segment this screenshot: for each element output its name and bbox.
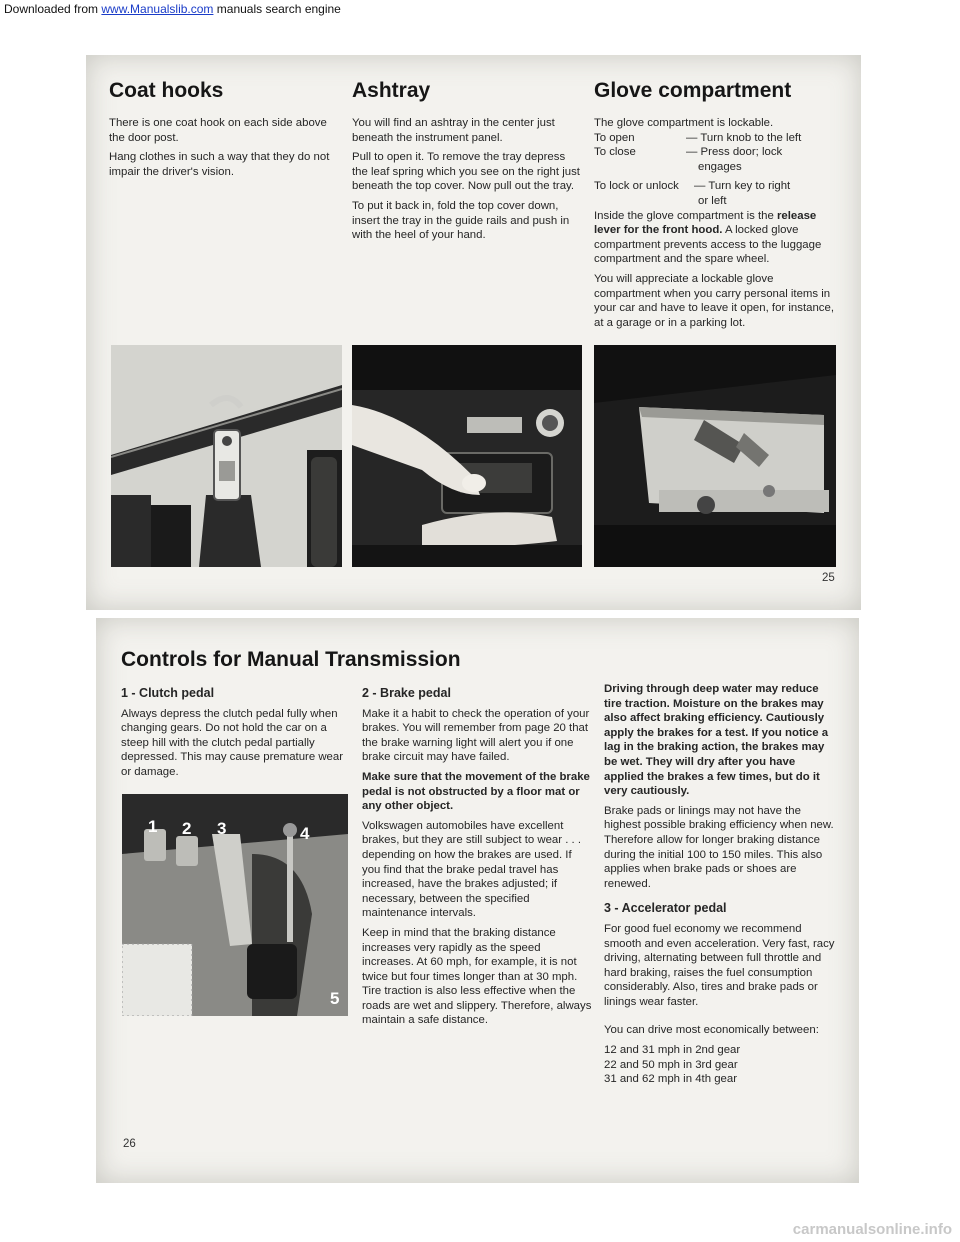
brake-heading: 2 - Brake pedal xyxy=(362,686,451,700)
brake-section xyxy=(362,686,592,1033)
brake-p4: Keep in mind that the braking distance increases very rapidly as the speed increases. At 60 mph, for example, it is not twice but four times longer than at 30 mph. Tire traction is also less effective when the roads are wet and slippery. Therefore, always maintain a safe distance. xyxy=(362,926,592,1027)
glove-compartment-text xyxy=(594,116,834,335)
ashtray-p1: You will find an ashtray in the center just beneath the instrument panel. xyxy=(352,117,555,144)
brake-p3: Volkswagen automobiles have excellent brakes, but they are still subject to wear . . . depending on how the brakes are used. If you find that the brake pedal travel has increased, have the brakes adjusted; if necessary, between the specified maintenance intervals. xyxy=(362,819,582,920)
controls-heading: Controls for Manual Transmission xyxy=(121,648,461,671)
manualslib-link[interactable]: www.Manualslib.com xyxy=(101,2,214,16)
accel-p1: For good fuel economy we recommend smooth and even acceleration. Very fast, racy driving, alternating between full throttle and hard braking, raises the fuel consumption considerably. Also, tires and brake pads or linings wear faster. xyxy=(604,922,835,1008)
ashtray-text xyxy=(352,116,584,248)
glove-lock-value-2: or left xyxy=(698,194,727,207)
ashtray-p3: To put it back in, fold the top cover down, insert the tray in the guide rails and push in with the heel of your hand. xyxy=(352,199,570,242)
glove-open-row xyxy=(594,131,834,146)
glove-p2-bold: release lever for the front hood. xyxy=(594,209,817,237)
brake-p2: Make sure that the movement of the brake pedal is not obstructed by a floor mat or any other object. xyxy=(362,770,590,813)
photo-label-5: 5 xyxy=(330,989,340,1008)
water-section xyxy=(604,682,836,1087)
economy-line-3: 31 and 62 mph in 4th gear xyxy=(604,1073,737,1086)
page-number-25: 25 xyxy=(822,572,835,584)
water-p2: Brake pads or linings may not have the highest possible braking efficiency when new. Therefore allow for longer braking distance during the initial 100 to 150 miles. This also applies when brake pads or shoes are renewed. xyxy=(604,804,834,890)
ashtray-p2: Pull to open it. To remove the tray depress the leaf spring which you see on the right just beneath the top cover. Now pull out the tray. xyxy=(352,151,580,193)
water-p1: Driving through deep water may reduce tire traction. Moisture on the brakes may also affect braking efficiency. Cautiously apply the brakes for a test. If you notice a lag in the braking action, the brakes may be wet. They will dry after you have applied the brakes a few times, but do it very cautiously. xyxy=(604,683,829,798)
glove-open-label: To open xyxy=(594,131,635,144)
glove-intro: The glove compartment is lockable. xyxy=(594,117,774,129)
accel-heading: 3 - Accelerator pedal xyxy=(604,901,727,916)
glove-close-row xyxy=(594,145,834,160)
economy-intro: You can drive most economically between: xyxy=(604,1024,819,1037)
coat-hooks-heading: Coat hooks xyxy=(109,79,224,102)
brake-p1: Make it a habit to check the operation of your brakes. You will remember from page 20 that the brake warning light will alert you if one brake circuit may have failed. xyxy=(362,707,590,764)
glove-lock-row xyxy=(594,179,834,194)
glove-lock-label: To lock or unlock xyxy=(594,180,679,193)
watermark-prefix: Downloaded from xyxy=(4,2,102,16)
glove-p2-a: Inside the glove compartment is the xyxy=(594,209,777,222)
coat-hooks-p2: Hang clothes in such a way that they do not impair the driver's vision. xyxy=(109,151,330,178)
glove-open-value: — Turn knob to the left xyxy=(686,131,802,144)
glove-p2-b: A locked glove compartment prevents access to the luggage compartment and the spare wheel. xyxy=(594,224,822,266)
carmanualsonline-watermark: carmanualsonline.info xyxy=(792,1221,952,1238)
clutch-p1: Always depress the clutch pedal fully when changing gears. Do not hold the car on a steep hill with the clutch pedal partially depressed. This may cause premature wear or damage. xyxy=(121,707,344,778)
pedals-photo xyxy=(122,794,348,1016)
glove-lock-value: — Turn key to right xyxy=(694,180,791,193)
manual-page-26 xyxy=(96,618,859,1183)
coat-hooks-text xyxy=(109,116,341,184)
photo-label-4: 4 xyxy=(300,824,310,843)
photo-label-3: 3 xyxy=(217,819,227,838)
glove-close-value-2: engages xyxy=(698,160,742,173)
clutch-section xyxy=(121,686,351,785)
glove-p3: You will appreciate a lockable glove compartment when you carry personal items in your car and have to leave it open, for instance, at a garage or in a parking lot. xyxy=(594,272,834,329)
clutch-heading: 1 - Clutch pedal xyxy=(121,686,215,700)
manual-page-25 xyxy=(86,55,861,610)
glove-close-value: — Press door; lock xyxy=(686,146,783,159)
photo-label-1: 1 xyxy=(148,817,158,836)
glove-close-label: To close xyxy=(594,146,636,159)
source-watermark xyxy=(4,2,341,16)
page-number-26: 26 xyxy=(123,1138,136,1150)
glove-p2 xyxy=(594,209,834,267)
coat-hooks-p1: There is one coat hook on each side above the door post. xyxy=(109,117,327,144)
coat-hook-photo xyxy=(111,345,342,567)
photo-label-2: 2 xyxy=(182,819,192,838)
watermark-suffix: manuals search engine xyxy=(213,2,341,16)
economy-line-1: 12 and 31 mph in 2nd gear xyxy=(604,1044,741,1057)
glove-compartment-heading: Glove compartment xyxy=(594,79,792,102)
economy-line-2: 22 and 50 mph in 3rd gear xyxy=(604,1058,738,1071)
ashtray-heading: Ashtray xyxy=(352,79,431,102)
ashtray-photo xyxy=(352,345,582,567)
glove-compartment-photo xyxy=(594,345,836,567)
